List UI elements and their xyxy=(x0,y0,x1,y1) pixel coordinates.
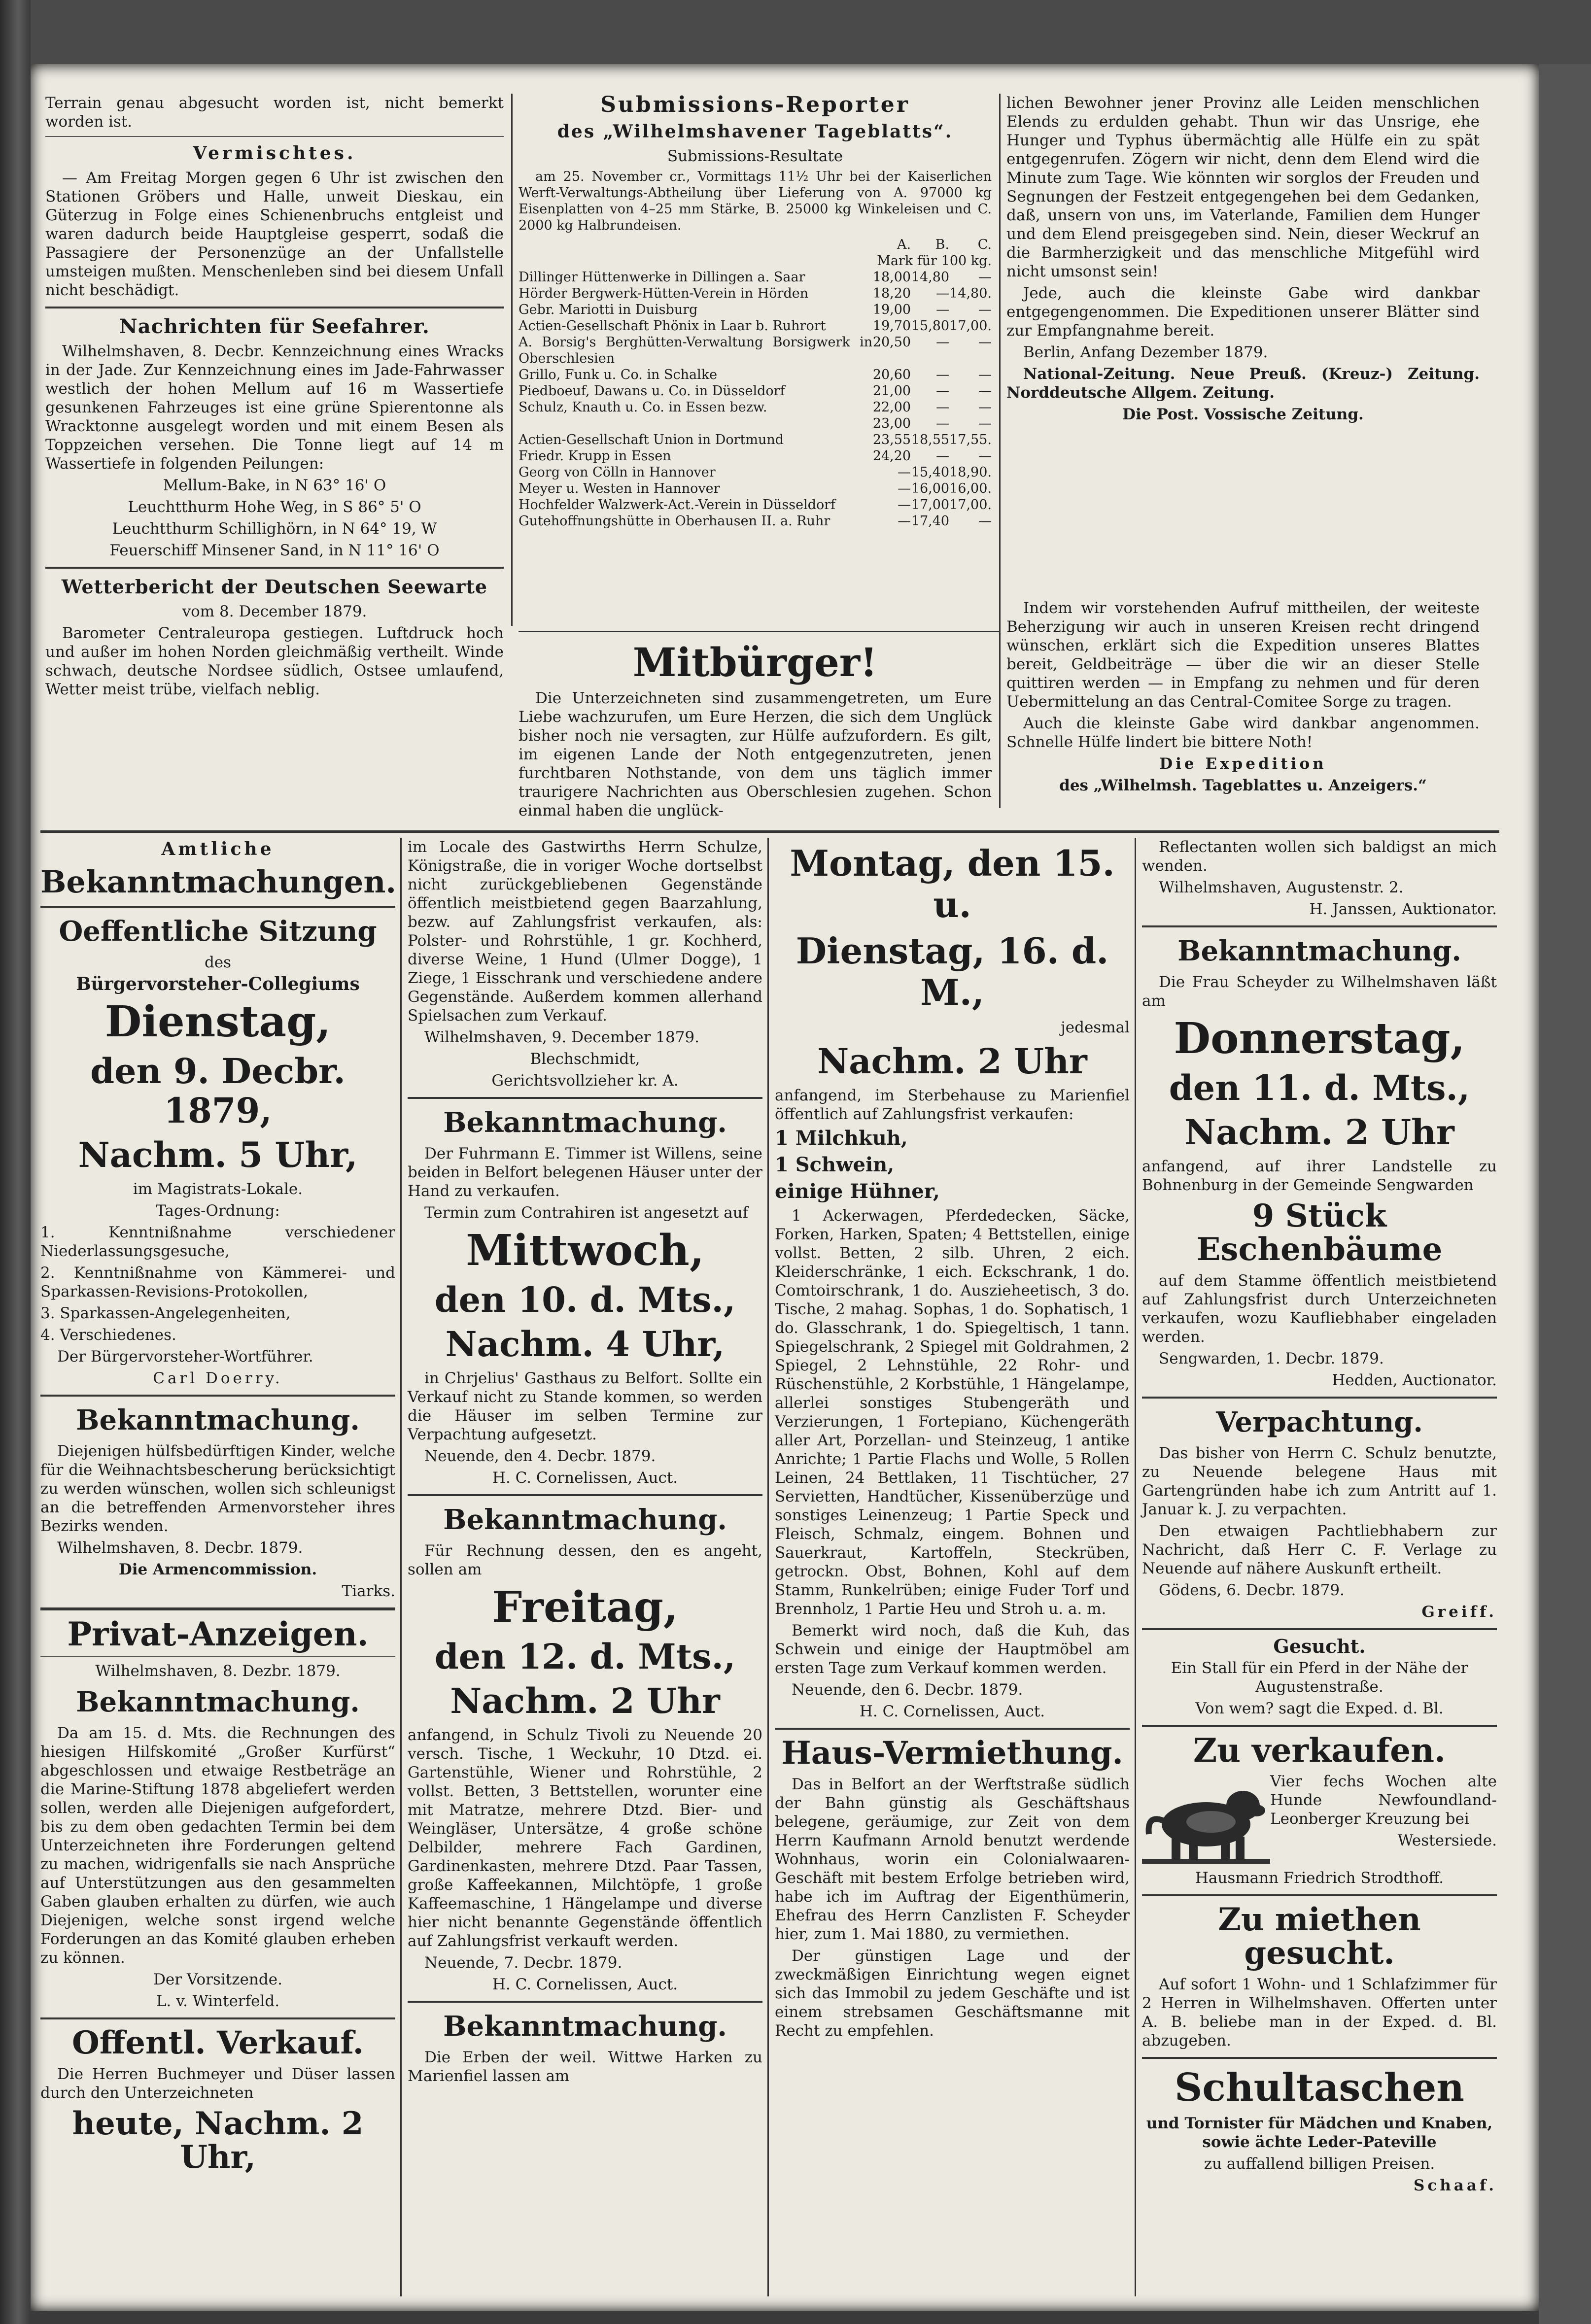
bekanntmachung-2-heading: Bekanntmachung. xyxy=(76,1686,360,1718)
price-b: — xyxy=(936,302,950,317)
divider xyxy=(408,2001,762,2003)
wetter-text: Barometer Centraleuropa gestiegen. Luftdruck hoch und außer im hohen Norden gleichmäßig vertheilt. Winde schwach, deutsche Nordsee südlich, Ostsee umlaufend, Wetter meist trübe, vielfach neblig. xyxy=(45,624,504,698)
submission-row xyxy=(519,448,992,464)
janssen-name: H. Janssen, Auktionator. xyxy=(1309,900,1497,918)
column-b4 xyxy=(1142,838,1497,2296)
wetter-date: vom 8. December 1879. xyxy=(182,603,367,620)
harken-text: Die Erben der weil. Wittwe Harken zu Marienfiel lassen am xyxy=(408,2049,762,2085)
column-head-b: B. xyxy=(935,237,950,252)
scan-border-right xyxy=(1539,64,1591,2324)
price-a: — xyxy=(898,497,911,513)
divider xyxy=(775,1728,1130,1730)
timmer-ort: Neuende, den 4. Decbr. 1879. xyxy=(424,1447,656,1465)
price-a: 23,55 xyxy=(872,432,911,447)
price-c: — xyxy=(978,270,992,285)
submissions-subheading: des „Wilhelmshavener Tageblatts“. xyxy=(557,121,953,142)
column-head-a: A. xyxy=(897,237,911,252)
submission-row xyxy=(519,464,992,480)
scheyder-datum: den 11. d. Mts., xyxy=(1169,1067,1470,1108)
price-b: — xyxy=(936,400,950,415)
submission-row xyxy=(519,415,992,432)
price-b: 15,80 xyxy=(911,318,950,334)
aufruf-text: lichen Bewohner jener Provinz alle Leiden menschlichen Elends zu erdulden gehabt. Thun wir das Unsrige, ehe Hunger und Typhus übermächtig alle Hülfe ein zu spät entgegenrufen. Zögern wir nicht, denn dem Elend wird die Minute zum Tage. Wie könnten wir sorglos der Freuden und Segnungen der Festzeit entgegengehen bei dem Gedanken, daß, unsern von uns, im Vaterlande, Familien dem Hunger und dem Elend preisgegeben sind. Nein, dieser Weckruf an die Barmherzigkeit und das menschliche Mitgefühl wird nicht umsonst sein! xyxy=(1006,94,1480,280)
submission-row xyxy=(519,432,992,448)
aufruf-zeitungen-2: Die Post. Vossische Zeitung. xyxy=(1122,406,1364,423)
submitter-name: Hochfelder Walzwerk-Act.-Verein in Düsseldorf xyxy=(519,497,836,513)
section-divider xyxy=(40,830,1499,833)
verpachtung-heading: Verpachtung. xyxy=(1216,1406,1423,1438)
price-c: — xyxy=(978,416,992,431)
sitzung-tag: Dienstag, xyxy=(104,997,331,1047)
bekanntmachung-tivoli-heading: Bekanntmachung. xyxy=(443,1504,727,1536)
submission-row xyxy=(519,334,992,367)
price-a: 23,00 xyxy=(872,416,911,431)
price-b: 18,55 xyxy=(911,432,950,447)
tagesordnung-1: 1. Kenntnißnahme verschiedener Niederlassungsgesuche, xyxy=(40,1224,395,1260)
dog-illustration-icon xyxy=(1142,1775,1270,1869)
sitzung-heading: Oeffentliche Sitzung xyxy=(59,915,377,948)
price-c: — xyxy=(978,383,992,399)
price-b: — xyxy=(936,383,950,399)
column-b3 xyxy=(775,838,1130,2296)
scheyder-text: Die Frau Scheyder zu Wilhelmshaven läßt am xyxy=(1142,973,1497,1010)
harken-text: anfangend, im Sterbehause zu Marienfiel öffentlich auf Zahlungsfrist verkaufen: xyxy=(775,1087,1130,1123)
column-3 xyxy=(1006,94,1480,601)
tagesordnung-label: Tages-Ordnung: xyxy=(156,1202,280,1220)
expedition-text-2: Auch die kleinste Gabe wird dankbar angenommen. Schnelle Hülfe lindert bie bittere Noth! xyxy=(1006,715,1480,751)
price-c: 17,00. xyxy=(949,318,992,334)
submitter-name: Piedboeuf, Dawans u. Co. in Düsseldorf xyxy=(519,383,785,399)
unit-label: Mark für 100 kg. xyxy=(877,253,992,269)
janssen-text: Reflectanten wollen sich baldigst an mich wenden. xyxy=(1142,838,1497,875)
divider xyxy=(1142,2057,1497,2059)
submission-row xyxy=(519,318,992,334)
wortfuehrer: Der Bürgervorsteher-Wortführer. xyxy=(57,1348,313,1366)
harken-ort: Neuende, den 6. Decbr. 1879. xyxy=(792,1681,1023,1699)
column-1 xyxy=(45,94,504,774)
miethen-text: Auf sofort 1 Wohn- und 1 Schlafzimmer für 2 Herren in Wilhelmshaven. Offerten unter A. B. beliebe man in der Exped. d. Bl. abzugeben. xyxy=(1142,1976,1497,2050)
bekanntmachung-scheyder-heading: Bekanntmachung. xyxy=(1177,935,1461,967)
column-rule xyxy=(1135,838,1136,2296)
submitter-name: Schulz, Knauth u. Co. in Essen bezw. xyxy=(519,400,767,415)
verkauf-heading: Offentl. Verkauf. xyxy=(71,2024,364,2061)
submitter-name xyxy=(519,415,872,432)
submission-row xyxy=(519,497,992,513)
expedition-sign: Die Expedition xyxy=(1159,755,1327,773)
price-b: — xyxy=(936,367,950,382)
submitter-name: Actien-Gesellschaft Phönix in Laar b. Ruhrort xyxy=(519,318,826,334)
verkauf-ort: Wilhelmshaven, 9. December 1879. xyxy=(424,1028,699,1046)
privat-ort: Wilhelmshaven, 8. Dezbr. 1879. xyxy=(95,1662,341,1680)
seefahrer-heading: Nachrichten für Seefahrer. xyxy=(119,315,430,338)
scheyder-ort: Sengwarden, 1. Decbr. 1879. xyxy=(1159,1350,1384,1367)
aufruf-gabe: Jede, auch die kleinste Gabe wird dankbar entgegengenommen. Die Expeditionen unserer Blätter sind zur Empfangnahme bereit. xyxy=(1006,284,1480,340)
newspaper-page xyxy=(31,64,1539,2311)
column-b1 xyxy=(40,838,395,2296)
divider xyxy=(408,1494,762,1496)
divider xyxy=(45,307,504,308)
price-a: 22,00 xyxy=(872,400,911,415)
haus-text: Das in Belfort an der Werftstraße südlich der Bahn günstig als Geschäftshaus belegene, geräumige, zur Zeit von dem Herrn Kaufmann Arnold benutzt werdende Wohnhaus, worin ein Colonialwaaren-Geschäft mit bestem Erfolge betrieben wird, habe ich im Auftrag der Eigenthümerin, Ehefrau des Herrn Canzlisten F. Scheyder hier, zum 1. Mai 1880, zu vermiethen. xyxy=(775,1776,1130,1943)
tivoli-auct: H. C. Cornelissen, Auct. xyxy=(492,1976,678,1993)
peilung-1: Mellum-Bake, in N 63° 16' O xyxy=(163,477,386,494)
submitter-name: Georg von Cölln in Hannover xyxy=(519,465,716,480)
sitzung-datum: den 9. Decbr. 1879, xyxy=(90,1051,346,1131)
mitbuerger-left xyxy=(519,636,992,820)
mitbuerger-right xyxy=(1006,599,1480,830)
column-2-submissions xyxy=(519,94,992,626)
tivoli-text: Für Rechnung dessen, den es angeht, sollen am xyxy=(408,1542,762,1578)
gesucht-text: Ein Stall für ein Pferd in der Nähe der Augustenstraße. xyxy=(1171,1659,1468,1696)
peilung-3: Leuchtthurm Schillighörn, in N 64° 19, W xyxy=(112,520,437,538)
hunde-text: Vier fechs Wochen alte Hunde Newfoundland-Leonberger Kreuzung bei xyxy=(1270,1773,1497,1828)
divider xyxy=(40,1656,395,1657)
aufruf-datum: Berlin, Anfang Dezember 1879. xyxy=(1023,343,1268,361)
sitzung-zeit: Nachm. 5 Uhr, xyxy=(78,1134,358,1175)
price-a: 19,70 xyxy=(872,318,911,334)
verpachtung-ort: Gödens, 6. Decbr. 1879. xyxy=(1159,1581,1345,1599)
price-b: — xyxy=(936,448,950,464)
bekanntmachung-2-text: Da am 15. d. Mts. die Rechnungen des hiesigen Hilfskomité „Großer Kurfürst“ abgeschlossen und etwaige Restbeträge an die Marine-Stiftung 1878 abgeliefert werden sollen, werden alle Diejenigen aufgefordert, bis zu dem oben gedachten Termin bei dem Unterzeichneten ihre Forderungen geltend zu machen, widrigenfalls sie nach Ansprüche auf Unterstützungen aus den gesammelten Gaben glauben erhalten zu dürfen, wie auch Diejenigen, welche sonst irgend welche Forderungen an das Komité glauben erheben zu können. xyxy=(40,1724,395,1967)
zu-verkaufen-heading: Zu verkaufen. xyxy=(1193,1731,1446,1770)
peilung-2: Leuchtthurm Hohe Weg, in S 86° 5' O xyxy=(128,498,421,516)
submitter-name: Grillo, Funk u. Co. in Schalke xyxy=(519,367,718,382)
terrain-text: Terrain genau abgesucht worden ist, nicht bemerkt worden ist. xyxy=(45,94,504,131)
submitter-name: Gutehoffnungshütte in Oberhausen II. a. Ruhr xyxy=(519,513,830,529)
zu-miethen-heading: Zu miethen gesucht. xyxy=(1218,1901,1421,1972)
hedden-name: Hedden, Auctionator. xyxy=(1332,1371,1497,1389)
price-b: 17,00 xyxy=(911,497,950,513)
price-c: 18,90. xyxy=(949,465,992,480)
verpachtung-text: Das bisher von Herrn C. Schulz benutzte, zu Neuende belegene Haus mit Gartengründen habe ich zum Antritt auf 1. Januar k. J. zu verpachten. xyxy=(1142,1444,1497,1518)
wortfuehrer-name: Carl Doerry. xyxy=(153,1369,283,1387)
bekanntmachung-harken-heading: Bekanntmachung. xyxy=(443,2010,727,2043)
divider xyxy=(40,1607,395,1610)
divider xyxy=(45,567,504,569)
price-c: 17,00. xyxy=(949,497,992,513)
price-b: — xyxy=(936,286,950,301)
harken-tag-1: Montag, den 15. u. xyxy=(790,842,1115,925)
submission-row xyxy=(519,383,992,399)
price-c: 17,55. xyxy=(949,432,992,447)
hunde-ort: Westersiede. xyxy=(1397,1832,1497,1849)
price-b: — xyxy=(936,335,950,350)
timmer-tag: Mittwoch, xyxy=(466,1226,704,1275)
submissions-intro: am 25. November cr., Vormittags 11½ Uhr bei der Kaiserlichen Werft-Verwaltungs-Abtheilung über Lieferung von A. 97000 kg Eisenplatten von 4–25 mm Stärke, B. 25000 kg Winkeleisen und C. 2000 kg Halbrundeisen. xyxy=(519,169,992,233)
submission-row xyxy=(519,269,992,285)
price-c: 14,80. xyxy=(949,286,992,301)
gerichtsvollzieher-titel: Gerichtsvollzieher kr. A. xyxy=(491,1072,679,1090)
price-b: — xyxy=(936,416,950,431)
amtliche-label: Amtliche xyxy=(161,839,275,859)
column-head-c: C. xyxy=(977,237,992,252)
price-b: 14,80 xyxy=(911,270,950,285)
price-a: 21,00 xyxy=(872,383,911,399)
submission-row xyxy=(519,513,992,529)
tagesordnung-2: 2. Kenntnißnahme von Kämmerei- und Sparkassen-Revisions-Protokollen, xyxy=(40,1264,395,1300)
eschenbaeume: 9 Stück Eschenbäume xyxy=(1196,1197,1443,1268)
submitter-name: Friedr. Krupp in Essen xyxy=(519,448,671,464)
timmer-termin: Termin zum Contrahiren ist angesetzt auf xyxy=(424,1204,749,1222)
harken-auct: H. C. Cornelissen, Auct. xyxy=(859,1703,1045,1720)
price-a: 18,00 xyxy=(872,270,911,285)
timmer-text: Der Fuhrmann E. Timmer ist Willens, seine beiden in Belfort belegenen Häuser unter der Hand zu verkaufen. xyxy=(408,1145,762,1200)
price-b: 15,40 xyxy=(911,465,950,480)
schultaschen-heading: Schultaschen xyxy=(1175,2065,1464,2110)
divider xyxy=(408,1097,762,1099)
resultate-heading: Submissions-Resultate xyxy=(667,147,843,165)
price-a: 20,60 xyxy=(872,367,911,382)
price-a: 20,50 xyxy=(872,335,911,350)
divider xyxy=(1142,925,1497,927)
scheyder-tag: Donnerstag, xyxy=(1174,1014,1465,1063)
haus-vermiethung-heading: Haus-Vermiethung. xyxy=(781,1735,1123,1772)
scheyder-zeit: Nachm. 2 Uhr xyxy=(1184,1112,1454,1153)
haus-text-2: Der günstigen Lage und der zweckmäßigen Einrichtung wegen eignet sich das Immobil zu jedem Geschäfte und ist einem strebsamen Geschäftsmanne mit Recht zu empfehlen. xyxy=(775,1947,1130,2040)
sitzung-collegium: Bürgervorsteher-Collegiums xyxy=(76,974,360,994)
price-c: — xyxy=(978,302,992,317)
scheyder-text-3: auf dem Stamme öffentlich meistbietend auf Zahlungsfrist durch Unterzeichneten verkaufen, wozu Kaufliebhaber eingeladen werden. xyxy=(1142,1272,1497,1346)
price-a: — xyxy=(898,481,911,496)
submitter-name: Actien-Gesellschaft Union in Dortmund xyxy=(519,432,784,447)
vorsitzende-name: L. v. Winterfeld. xyxy=(156,1992,280,2010)
aufruf-zeitungen: National-Zeitung. Neue Preuß. (Kreuz-) Zeitung. Norddeutsche Allgem. Zeitung. xyxy=(1006,365,1480,402)
bekanntmachungen-heading: Bekanntmachungen. xyxy=(40,864,396,900)
scheyder-text-2: anfangend, auf ihrer Landstelle zu Bohnenburg in der Gemeinde Sengwarden xyxy=(1142,1158,1497,1194)
verkauf-text: Die Herren Buchmeyer und Düser lassen durch den Unterzeichneten xyxy=(40,2065,395,2102)
tivoli-datum: den 12. d. Mts., xyxy=(434,1636,736,1677)
harken-jedesmal: jedesmal xyxy=(1061,1019,1130,1036)
item-milchkuh: 1 Milchkuh, xyxy=(775,1127,908,1150)
timmer-text-2: in Chrjelius' Gasthaus zu Belfort. Sollte ein Verkauf nicht zu Stande kommen, so werden die Häuser im selben Termine zur Verpachtung aufgesetzt. xyxy=(408,1369,762,1443)
divider xyxy=(519,631,999,632)
divider xyxy=(40,1395,395,1397)
schaaf-name: Schaaf. xyxy=(1414,2177,1497,2194)
submission-row xyxy=(519,367,992,383)
price-c: — xyxy=(978,400,992,415)
seefahrer-text: Wilhelmshaven, 8. Decbr. Kennzeichnung eines Wracks in der Jade. Zur Kennzeichnung eines im Jade-Fahrwasser westlich der hohen Mellum auf 16 m Wassertiefe gesunkenen Fahrzeuges ist eine grüne Spierentonne als Wracktonne ausgelegt worden und mit einem Besen als Toppzeichen versehen. Die Tonne liegt auf 14 m Wassertiefe in folgenden Peilungen: xyxy=(45,342,504,473)
schultaschen-preise: zu auffallend billigen Preisen. xyxy=(1204,2155,1435,2173)
price-c: — xyxy=(978,513,992,529)
submission-row xyxy=(519,399,992,415)
submitter-name: A. Borsig's Berghütten-Verwaltung Borsigwerk in Oberschlesien xyxy=(519,335,873,366)
column-rule xyxy=(767,838,769,2296)
sitzung-des: des xyxy=(204,954,232,971)
submitter-name: Hörder Bergwerk-Hütten-Verein in Hörden xyxy=(519,286,809,301)
divider xyxy=(1142,1397,1497,1399)
column-rule xyxy=(511,94,513,626)
expedition-sign-2: des „Wilhelmsh. Tageblattes u. Anzeigers.“ xyxy=(1059,777,1427,794)
submitter-name: Gebr. Mariotti in Duisburg xyxy=(519,302,698,317)
tivoli-text-2: anfangend, in Schulz Tivoli zu Neuende 20 versch. Tische, 1 Weckuhr, 10 Dtzd. ei. Gartenstühle, Wiener und Rohrstühle, 2 vollst. Betten, 3 Bettstellen, worunter eine mit Matratze, mehrere Dtzd. Bier- und Weingläser, Untersätze, 4 große schöne Delbilder, mehrere Fach Gardinen, Gardinenkasten, mehrere Dtzd. Paar Tassen, große Kaffeekannen, Milchtöpfe, 1 große Kaffeemaschine, 1 Hängelampe und diverse hier nicht benannte Gegenstände öffentlich auf Zahlungsfrist verkauft werden. xyxy=(408,1726,762,1950)
tivoli-tag: Freitag, xyxy=(492,1582,678,1632)
bekanntmachung-ort: Wilhelmshaven, 8. Decbr. 1879. xyxy=(57,1539,303,1557)
item-huehner: einige Hühner, xyxy=(775,1180,940,1203)
divider xyxy=(45,136,504,137)
wetter-heading: Wetterbericht der Deutschen Seewarte xyxy=(61,576,488,598)
tivoli-ort: Neuende, 7. Decbr. 1879. xyxy=(424,1954,623,1972)
peilung-4: Feuerschiff Minsener Sand, in N 11° 16' O xyxy=(109,542,440,559)
privat-anzeigen-heading: Privat-Anzeigen. xyxy=(67,1615,369,1653)
divider xyxy=(40,906,395,908)
verkauf-details: im Locale des Gastwirths Herrn Schulze, Königstraße, die in voriger Woche dortselbst nicht zurückgebliebenen Gegenstände öffentlich meistbietend gegen Baarzahlung, bezw. auf Zahlungsfrist verkaufen, als: Polster- und Rohrstühle, 1 gr. Kochherd, diverse Weine, 1 Hund (Ulmer Dogge), 1 Ziege, 1 Eisschrank und verschiedene andere Gegenstände. Außerdem kommen allerhand Spielsachen zum Verkauf. xyxy=(408,838,762,1025)
column-rule xyxy=(999,94,1001,808)
gesucht-exped: Von wem? sagt die Exped. d. Bl. xyxy=(1195,1700,1444,1717)
harken-zeit: Nachm. 2 Uhr xyxy=(817,1041,1087,1082)
gesucht-heading: Gesucht. xyxy=(1273,1635,1366,1657)
price-a: 18,20 xyxy=(872,286,911,301)
verpachtung-text-2: Den etwaigen Pachtliebhabern zur Nachricht, daß Herr C. F. Verlage zu Neuende auf nähere Auskunft ertheilt. xyxy=(1142,1522,1497,1577)
price-a: 19,00 xyxy=(872,302,911,317)
mitbuerger-heading: Mitbürger! xyxy=(632,639,878,685)
submitter-name: Dillinger Hüttenwerke in Dillingen a. Saar xyxy=(519,270,805,285)
mitbuerger-text: Die Unterzeichneten sind zusammengetreten, um Eure Liebe wachzurufen, um Eure Herzen, die sich dem Unglück bisher noch nie versagten, zur Hülfe aufzufordern. Es gilt, im eigenen Lande der Noth entgegenzutreten, jenen furchtbaren Nothstande, von dem uns täglich immer traurigere Nachrichten aus Oberschlesien zugehen. Schon einmal haben die unglück- xyxy=(519,689,992,820)
armencommission: Die Armencommission. xyxy=(118,1561,317,1578)
tagesordnung-4: 4. Verschiedenes. xyxy=(40,1326,176,1344)
bekanntmachung-text: Diejenigen hülfsbedürftigen Kinder, welche für die Weihnachtsbescherung berücksichtigt zu werden wünschen, wollen sich schleunigst an die betreffenden Armenvorsteher ihres Bezirks wenden. xyxy=(40,1442,395,1535)
verkauf-zeit: heute, Nachm. 2 Uhr, xyxy=(72,2105,364,2176)
bekanntmachung-heading: Bekanntmachung. xyxy=(76,1404,360,1436)
harken-tag-2: Dienstag, 16. d. M., xyxy=(796,930,1109,1013)
price-c: 16,00. xyxy=(949,481,992,496)
timmer-zeit: Nachm. 4 Uhr, xyxy=(445,1324,725,1365)
item-schwein: 1 Schwein, xyxy=(775,1153,895,1176)
harken-bemerkung: Bemerkt wird noch, daß die Kuh, das Schwein und einige der Hauptmöbel am ersten Tage zum Verkauf kommen werden. xyxy=(775,1622,1130,1677)
submission-row xyxy=(519,302,992,318)
expedition-text: Indem wir vorstehenden Aufruf mittheilen, der weiteste Beherzigung wir auch in unseren Kreisen recht dringend wünschen, erklärt sich die Expedition unseres Blattes bereit, Geldbeiträge — über die wir an dieser Stelle quittiren werden — in Empfang zu nehmen und für deren Uebermittelung an das Central-Comitee Sorge zu tragen. xyxy=(1006,599,1480,711)
divider xyxy=(1142,1894,1497,1896)
timmer-auct: H. C. Cornelissen, Auct. xyxy=(492,1469,678,1487)
bekanntmachung-timmer-heading: Bekanntmachung. xyxy=(443,1106,727,1139)
timmer-datum: den 10. d. Mts., xyxy=(434,1279,736,1320)
divider xyxy=(1142,1628,1497,1630)
tivoli-zeit: Nachm. 2 Uhr xyxy=(450,1680,720,1721)
price-a: — xyxy=(898,465,911,480)
gerichtsvollzieher: Blechschmidt, xyxy=(530,1050,640,1068)
schultaschen-text: und Tornister für Mädchen und Knaben, sowie ächte Leder-Pateville xyxy=(1146,2115,1493,2151)
price-c: — xyxy=(978,367,992,382)
column-rule xyxy=(400,838,402,2296)
harken-liste: 1 Ackerwagen, Pferdedecken, Säcke, Forken, Harken, Spaten; 4 Bettstellen, einige vollst. Betten, 2 silb. Uhren, 2 eich. Kleiderschränke, 1 eich. Eckschrank, 1 do. Comtoirschrank, 1 do. Auszieheetisch, 3 do. Tische, 2 mahag. Sophas, 1 do. Sophatisch, 1 do. Glasschrank, 1 do. Spiegeltisch, 1 tann. Spiegelschrank, 2 Spiegel mit Goldrahmen, 2 Spiegel, 2 Lehnstühle, 22 Rohr- und Rüschenstühle, 2 Korbstühle, 1 Hängelampe, allerlei sonstiges Stubengeräth und Verzierungen, 1 Fortepiano, Küchengeräth aller Art, Porzellan- und Steinzeug, 1 antike Anrichte; 1 Partie Flachs und Wolle, 5 Rollen Leinen, 24 Bettlaken, 11 Tischtücher, 27 Servietten, Handtücher, Kissenüberzüge und sonstiges Leinenzeug; 1 Partie Speck und Fleisch, Schmalz, eingem. Bohnen und Sauerkraut, Kartoffeln, Steckrüben, getrockn. Obst, Bohnen, Kohl auf dem Stamm, Runkelrüben; einige Fuder Torf und Brennholz, 1 Partie Heu und Stroh u. a. m. xyxy=(775,1207,1130,1618)
column-b2 xyxy=(408,838,762,2296)
submission-row xyxy=(519,285,992,302)
price-c: — xyxy=(978,335,992,350)
sitzung-ort: im Magistrats-Lokale. xyxy=(133,1180,303,1198)
submission-row xyxy=(519,480,992,497)
vermischtes-heading: Vermischtes. xyxy=(193,143,356,164)
price-a: — xyxy=(898,513,911,529)
divider xyxy=(40,2017,395,2019)
price-b: 16,00 xyxy=(911,481,950,496)
price-b: 17,40 xyxy=(911,513,950,529)
submitter-name: Meyer u. Westen in Hannover xyxy=(519,481,720,496)
vermischtes-text: — Am Freitag Morgen gegen 6 Uhr ist zwischen den Stationen Gröbers und Halle, unweit Dieskau, ein Güterzug in Folge eines Schienenbruchs entgleist und waren dadurch beide Hauptgleise gesperrt, sodaß die Passagiere der Personenzüge an der Unfallstelle umsteigen mußten. Menschenleben sind bei diesem Unfall nicht beschädigt. xyxy=(45,169,504,299)
armencommission-name: Tiarks. xyxy=(342,1582,395,1600)
divider xyxy=(1142,1725,1497,1727)
submissions-heading: Submissions-Reporter xyxy=(600,92,910,117)
submissions-table xyxy=(519,237,992,529)
scan-border-top xyxy=(31,0,1591,64)
strodthoff-name: Hausmann Friedrich Strodthoff. xyxy=(1195,1869,1444,1887)
janssen-ort: Wilhelmshaven, Augustenstr. 2. xyxy=(1159,879,1404,896)
price-c: — xyxy=(978,448,992,464)
price-a: 24,20 xyxy=(872,448,911,464)
greiff-name: Greiff. xyxy=(1421,1603,1497,1621)
book-spine xyxy=(0,0,31,2324)
tagesordnung-3: 3. Sparkassen-Angelegenheiten, xyxy=(40,1304,291,1322)
vorsitzende: Der Vorsitzende. xyxy=(153,1971,282,1988)
